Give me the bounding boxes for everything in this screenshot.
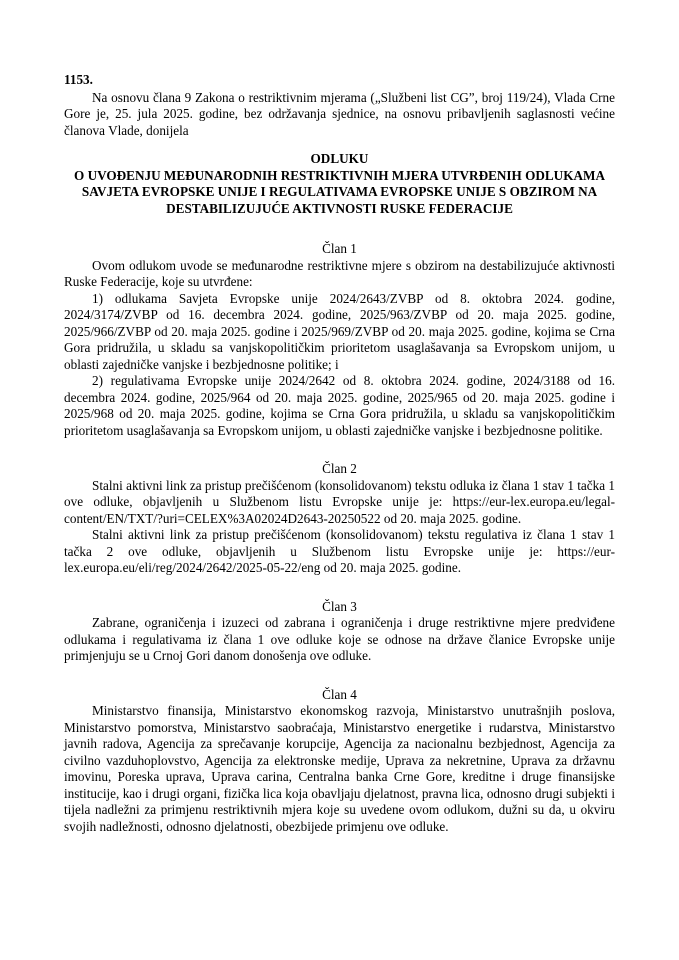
document-number: 1153.: [64, 72, 93, 87]
decision-title: ODLUKU: [310, 151, 369, 166]
article-3-body: [64, 615, 615, 665]
article-1-heading: Član 1: [322, 241, 357, 256]
article-1-paragraph-1: Ovom odlukom uvode se međunarodne restriktivne mjere s obzirom na destabilizujuće aktivnosti Ruske Federacije, koje su utvrđene:: [64, 257, 615, 289]
article-3-paragraph-1: Zabrane, ograničenja i izuzeci od zabrana i ograničenja i druge restriktivne mjere predviđene odlukama i regulativama iz člana 1 ove odluke koje se odnose na države članice Evropske unije primjenjuju se u Crnoj Gori danom donošenja ove odluke.: [64, 615, 615, 663]
article-2-paragraph-2: Stalni aktivni link za pristup prečišćenom (konsolidovanom) tekstu regulativa iz člana 1 stav 1 tačka 2 ove odluke, objavljenih u Službenom listu Evropske unije je: https://eur-lex.europa.eu/eli/reg/2024/2642/2025-05-22/eng od 20. maja 2025. godine.: [64, 527, 615, 575]
article-2-paragraph-1: Stalni aktivni link za pristup prečišćenom (konsolidovanom) tekstu odluka iz člana 1 stav 1 tačka 1 ove odluke, objavljenih u Službenom listu Evropske unije je: https://eur-lex.europa.eu/legal-content/EN/TXT/?uri=CELEX%3A02024D2643-20250522 od 20. maja 2025. godine.: [64, 477, 615, 526]
article-3-heading: Član 3: [322, 598, 357, 614]
decision-subtitle: O UVOĐENJU MEĐUNARODNIH RESTRIKTIVNIH MJERA UTVRĐENIH ODLUKAMA SAVJETA EVROPSKE UNIJE I REGULATIVAMA EVROPSKE UNIJE S OBZIROM NA DESTABILIZUJUĆE AKTIVNOSTI RUSKE FEDERACIJE: [74, 167, 605, 216]
intro-paragraph: Na osnovu člana 9 Zakona o restriktivnim mjerama („Službeni list CG”, broj 119/24), Vlada Crne Gore je, 25. jula 2025. godine, bez održavanja sjednice, na osnovu pribavljenih saglasnosti većine članova Vlade, donijela: [64, 89, 615, 138]
article-1-paragraph-3: 2) regulativama Evropske unije 2024/2642 od 8. oktobra 2024. godine, 2024/3188 od 16. decembra 2024. godine, 2025/964 od 20. maja 2025. godine, 2025/965 od 20. maja 2025. godine i 2025/968 od 20. maja 2025. godine, kojima se Crna Gora pridružila, u skladu sa vanjskopolitičkim prioritetom usaglašavanja sa Evropskom unijom, u oblasti zajedničke vanjske i bezbjednosne politike.: [64, 373, 615, 438]
article-1-paragraph-2: 1) odlukama Savjeta Evropske unije 2024/2643/ZVBP od 8. oktobra 2024. godine, 2024/3174/ZVBP od 16. decembra 2024. godine, 2025/963/ZVBP od 20. maja 2025. godine, 2025/966/ZVBP od 20. maja 2025. godine i 2025/969/ZVBP od 20. maja 2025. godine, kojima se Crna Gora pridružila, u skladu sa vanjskopolitičkim prioritetom usaglašavanja sa Evropskom unijom, u oblasti zajedničke vanjske i bezbjednosne politike; i: [64, 290, 615, 372]
article-4-heading: Član 4: [322, 686, 357, 702]
article-2-heading: Član 2: [322, 461, 357, 476]
article-2-body: [64, 478, 615, 577]
article-4-body: [64, 703, 615, 835]
title-block: [64, 151, 615, 217]
article-4-paragraph-1: Ministarstvo finansija, Ministarstvo ekonomskog razvoja, Ministarstvo unutrašnjih poslova, Ministarstvo pomorstva, Ministarstvo saobraćaja, Ministarstvo energetike i rudarstva, Ministarstvo javnih radova, Agencija za sprečavanje korupcije, Agencija za nacionalnu bezbjednost, Agencija za civilno vazduhoplovstvo, Agencija za elektronske medije, Uprava za nekretnine, Uprava za državnu imovinu, Poreska uprava, Uprava carina, Centralna banka Crne Gore, kreditne i druge finansijske institucije, kao i drugi organi, fizička lica koja obavljaju djelatnost, pravna lica, odnosno drugi subjekti i tijela nadležni za primjenu restriktivnih mjera koje su uvedene ovom odlukom, dužni su da, u okviru svojih nadležnosti, odnosno djelatnosti, obezbijede primjenu ove odluke.: [64, 703, 615, 834]
article-1-body: [64, 258, 615, 440]
